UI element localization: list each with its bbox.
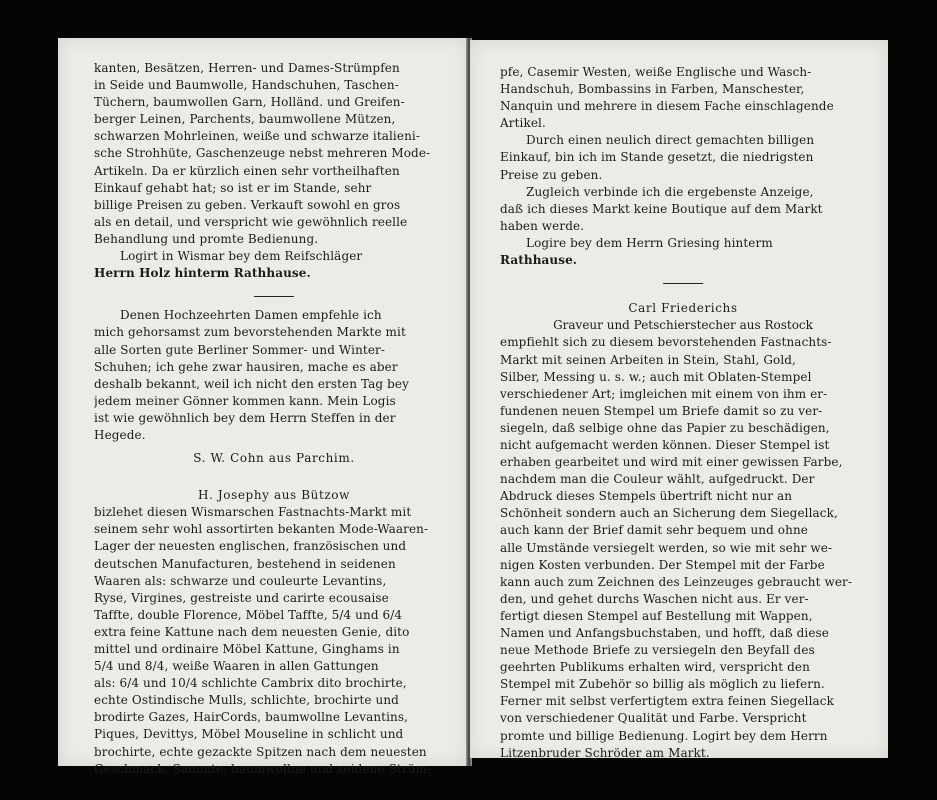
right-page [470, 40, 888, 758]
text-line: Tüchern, baumwollen Garn, Holländ. und Greifen- [94, 95, 405, 110]
text-line: siegeln, daß selbige ohne das Papier zu beschädigen, [500, 420, 830, 435]
text-line: nicht aufgemacht werden können. Dieser Stempel ist [500, 437, 830, 452]
text-line: Herrn Holz hinterm Rathhause. [94, 266, 311, 281]
text-line: Nanquin und mehrere in diesem Fache einschlagende [500, 99, 834, 114]
text-line: sche Strohhüte, Gaschenzeuge nebst mehreren Mode- [94, 146, 431, 161]
text-line: kanten, Besätzen, Herren- und Dames-Strümpfen [94, 61, 400, 75]
text-line: alle Umstände versiegelt werden, so wie mit sehr we- [500, 540, 833, 555]
text-line: bizlehet diesen Wismarschen Fastnachts-Markt mit [94, 505, 412, 520]
ad1-lodging [94, 248, 454, 282]
text-line: 5/4 und 8/4, weiße Waaren in allen Gattungen [94, 659, 379, 674]
text-line: Preise zu geben. [500, 167, 603, 182]
text-line: erhaben gearbeitet und wird mit einer gewissen Farbe, [500, 455, 843, 470]
text-line: ist wie gewöhnlich bey dem Herrn Steffen in der [94, 410, 396, 425]
text-line: fundenen neuen Stempel um Briefe damit so zu ver- [500, 403, 823, 418]
text-line: von verschiedener Qualität und Farbe. Verspricht [500, 711, 807, 726]
text-line: Silber, Messing u. s. w.; auch mit Oblaten-Stempel [500, 369, 812, 384]
text-line: Litzenbruder Schröder am Markt. [500, 745, 710, 760]
text-line: Ferner mit selbst verfertigtem extra feinen Siegellack [500, 694, 834, 709]
ad2-text [500, 334, 866, 761]
text-line: Artikeln. Da er kürzlich einen sehr vortheilhaften [94, 163, 400, 178]
text-line: daß ich dieses Markt keine Boutique auf dem Markt [500, 201, 823, 216]
text-line: empfiehlt sich zu diesem bevorstehenden Fastnachts- [500, 335, 832, 350]
text-line: Zugleich verbinde ich die ergebenste Anzeige, [526, 184, 814, 199]
text-line: promte und billige Bedienung. Logirt bey dem Herrn [500, 728, 828, 743]
text-line: billige Preisen zu geben. Verkauft sowohl en gros [94, 197, 401, 212]
text-line: haben werde. [500, 218, 585, 233]
ad3-heading: H. Josephy aus Bützow [197, 488, 351, 503]
text-line: kann auch zum Zeichnen des Leinzeuges gebraucht wer- [500, 574, 853, 589]
text-line: den, und gehet durchs Waschen nicht aus. Er ver- [500, 591, 809, 606]
text-line: auch kann der Brief damit sehr bequem und ohne [500, 523, 808, 538]
ad1-continuation [500, 64, 866, 132]
ad1-paragraph-3 [500, 184, 866, 235]
text-line: alle Sorten gute Berliner Sommer- und Winter- [94, 342, 386, 357]
text-line: pfe, Casemir Westen, weiße Englische und Wasch- [500, 65, 812, 79]
text-line: brodirte Gazes, HairCords, baumwollne Levantins, [94, 710, 409, 725]
text-line: brochirte, echte gezackte Spitzen nach dem neuesten [94, 744, 427, 759]
text-line: Taffte, double Florence, Möbel Taffte, 5/4 und 6/4 [94, 607, 403, 622]
text-line: geehrten Publikums erhalten wird, verspricht den [500, 660, 810, 675]
left-page [58, 38, 468, 776]
text-line: deutschen Manufacturen, bestehend in seidenen [94, 556, 396, 571]
text-line: Einkauf, bin ich im Stande gesetzt, die niedrigsten [500, 150, 814, 165]
text-line: Schuhen; ich gehe zwar hausiren, mache es aber [94, 359, 398, 374]
ad2-name: Carl Friederichs [628, 301, 738, 316]
text-line: Stempel mit Zubehör so billig als möglich zu liefern. [500, 677, 825, 692]
text-line: Piques, Devittys, Möbel Mouseline in schlicht und [94, 727, 404, 742]
text-line: jedem meiner Gönner kommen kann. Mein Logis [94, 393, 396, 408]
text-line: verschiedener Art; imgleichen mit einem von ihm er- [500, 386, 828, 401]
text-line: als en detail, und verspricht wie gewöhnlich reelle [94, 214, 408, 229]
text-line: neue Methode Briefe zu versiegeln den Beyfall des [500, 643, 815, 658]
text-line: Durch einen neulich direct gemachten billigen [526, 133, 815, 148]
text-line: deshalb bekannt, weil ich nicht den ersten Tag bey [94, 376, 409, 391]
section-divider [500, 272, 866, 289]
text-line: fertigt diesen Stempel auf Bestellung mit Wappen, [500, 608, 813, 623]
text-line: echte Ostindische Mulls, schlichte, brochirte und [94, 693, 399, 708]
text-line: Ryse, Virgines, gestreiste und carirte ecousaise [94, 590, 389, 605]
text-line: in Seide und Baumwolle, Handschuhen, Taschen- [94, 78, 399, 93]
ad2-title: Graveur und Petschierstecher aus Rostock [553, 318, 813, 333]
text-line: Logirt in Wismar bey dem Reifschläger [120, 249, 363, 264]
text-line: mittel und ordinaire Möbel Kattune, Ginghams in [94, 642, 400, 656]
text-line: Artikel. [500, 116, 546, 131]
ad2-text [94, 307, 454, 444]
ad1-paragraph-2 [500, 132, 866, 183]
text-line: berger Leinen, Parchents, baumwollene Mützen, [94, 112, 396, 127]
text-line: Einkauf gehabt hat; so ist er im Stande, sehr [94, 180, 372, 195]
text-line: Geschmack, Sammte, baumwollne und seidene Strüm- [94, 761, 432, 776]
text-line: Rathhause. [500, 253, 578, 268]
text-line: Markt mit seinen Arbeiten in Stein, Stahl, Gold, [500, 352, 796, 367]
text-line: schwarzen Mohrleinen, weiße und schwarze italieni- [94, 129, 420, 144]
text-line: mich gehorsamst zum bevorstehenden Markte mit [94, 325, 406, 340]
text-line: Namen und Anfangsbuchstaben, und hofft, daß diese [500, 626, 830, 640]
text-line: Lager der neuesten englischen, französischen und [94, 539, 407, 554]
text-line: Behandlung und promte Bedienung. [94, 231, 319, 246]
ad1-lodging [500, 235, 866, 269]
text-line: als: 6/4 und 10/4 schlichte Cambrix dito brochirte, [94, 676, 407, 691]
text-line: extra feine Kattune nach dem neuesten Genie, dito [94, 624, 410, 639]
ad3-text [94, 504, 454, 778]
text-line: nigen Kosten verbunden. Der Stempel mit der Farbe [500, 557, 825, 572]
text-line: Handschuh, Bombassins in Farben, Manschester, [500, 82, 805, 97]
ad2-signature: S. W. Cohn aus Parchim. [193, 451, 355, 466]
text-line: Logire bey dem Herrn Griesing hinterm [526, 235, 773, 250]
text-line: seinem sehr wohl assortirten bekanten Mode-Waaren- [94, 522, 429, 537]
text-line: nachdem man die Couleur wählt, aufgedruckt. Der [500, 472, 815, 487]
text-line: Waaren als: schwarze und couleurte Levantins, [94, 573, 387, 588]
text-line: Schönheit sondern auch an Sicherung dem Siegellack, [500, 506, 838, 521]
text-line: Hegede. [94, 427, 146, 442]
ad1-text [94, 60, 454, 248]
section-divider [94, 285, 454, 302]
text-line: Denen Hochzeehrten Damen empfehle ich [120, 308, 382, 323]
text-line: Abdruck dieses Stempels übertrift nicht nur an [500, 489, 793, 504]
